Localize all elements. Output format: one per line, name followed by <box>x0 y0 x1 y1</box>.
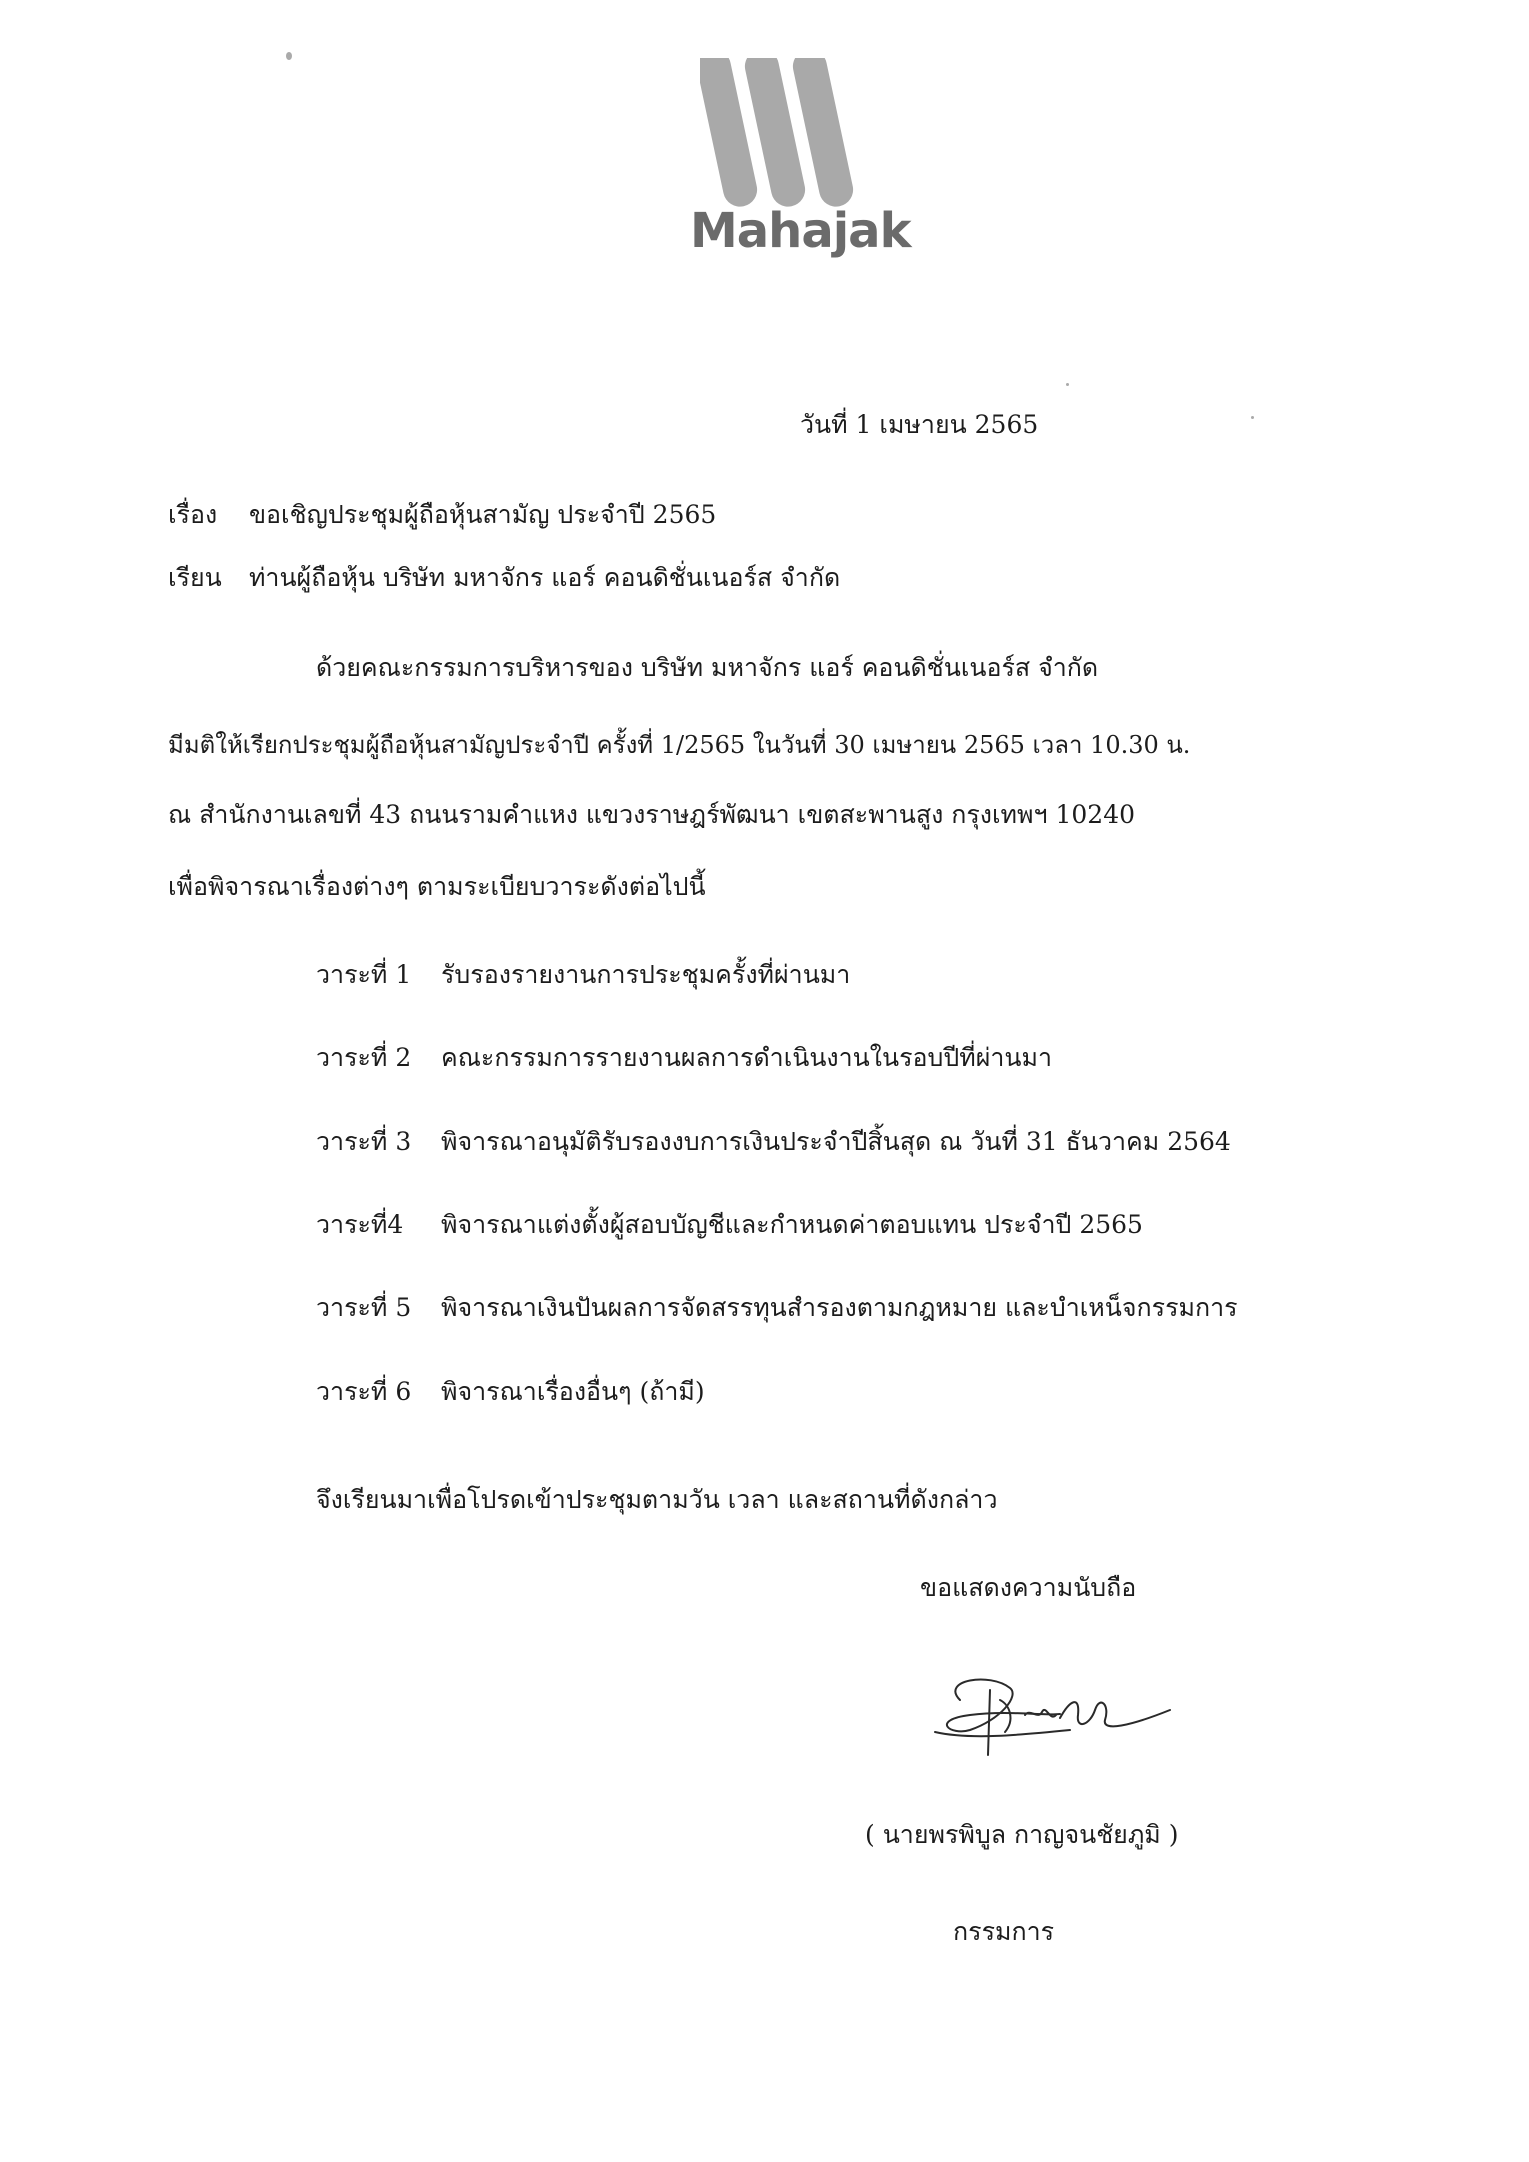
agenda-number: วาระที่4 <box>316 1210 404 1239</box>
agenda-item <box>316 1288 1238 1328</box>
agenda-number: วาระที่ 5 <box>316 1293 412 1322</box>
subject-text: ขอเชิญประชุมผู้ถือหุ้นสามัญ ประจำปี 2565 <box>248 500 717 529</box>
agenda-item <box>316 1038 1052 1078</box>
agenda-text: พิจารณาแต่งตั้งผู้สอบบัญชีและกำหนดค่าตอบแทน ประจำปี 2565 <box>441 1210 1143 1239</box>
agenda-text: พิจารณาเงินปันผลการจัดสรรทุนสำรองตามกฎหมาย และบำเหน็จกรรมการ <box>441 1293 1238 1322</box>
signer-position: กรรมการ <box>953 1917 1055 1946</box>
agenda-item <box>316 1372 705 1412</box>
closing-line: จึงเรียนมาเพื่อโปรดเข้าประชุมตามวัน เวลา และสถานที่ดังกล่าว <box>316 1485 998 1514</box>
recipient-label: เรียน <box>168 563 222 592</box>
body-line-1: ด้วยคณะกรรมการบริหารของ บริษัท มหาจักร แอร์ คอนดิชั่นเนอร์ส จำกัด <box>316 653 1099 682</box>
recipient-text: ท่านผู้ถือหุ้น บริษัท มหาจักร แอร์ คอนดิชั่นเนอร์ส จำกัด <box>248 563 841 592</box>
signer-name: ( นายพรพิบูล กาญจนชัยภูมิ ) <box>865 1820 1179 1849</box>
agenda-item <box>316 955 850 995</box>
agenda-number: วาระที่ 1 <box>316 960 412 989</box>
agenda-text: รับรองรายงานการประชุมครั้งที่ผ่านมา <box>441 960 851 989</box>
agenda-text: คณะกรรมการรายงานผลการดำเนินงานในรอบปีที่ผ่านมา <box>441 1043 1053 1072</box>
scan-speck <box>1066 383 1069 386</box>
agenda-number: วาระที่ 6 <box>316 1377 412 1406</box>
body-line-3: ณ สำนักงานเลขที่ 43 ถนนรามคำแหง แขวงราษฎร์พัฒนา เขตสะพานสูง กรุงเทพฯ 10240 <box>168 800 1136 829</box>
subject-label: เรื่อง <box>168 500 218 529</box>
letter-date: วันที่ 1 เมษายน 2565 <box>800 410 1039 439</box>
agenda-number: วาระที่ 3 <box>316 1127 412 1156</box>
scan-speck <box>286 52 292 60</box>
agenda-text: พิจารณาเรื่องอื่นๆ (ถ้ามี) <box>441 1377 705 1406</box>
recipient-line <box>168 558 840 598</box>
body-line-2: มีมติให้เรียกประชุมผู้ถือหุ้นสามัญประจำปี ครั้งที่ 1/2565 ในวันที่ 30 เมษายน 2565 เวลา 10.30 น. <box>168 731 1191 759</box>
scan-speck <box>1251 416 1254 419</box>
mahajak-stripes-logo-icon <box>700 58 880 208</box>
subject-line <box>168 495 716 535</box>
agenda-number: วาระที่ 2 <box>316 1043 412 1072</box>
company-logo <box>690 58 911 263</box>
logo-wordmark: Mahajak <box>690 203 911 259</box>
handwritten-signature-icon <box>930 1660 1180 1770</box>
agenda-text: พิจารณาอนุมัติรับรองงบการเงินประจำปีสิ้นสุด ณ วันที่ 31 ธันวาคม 2564 <box>441 1127 1231 1156</box>
agenda-item <box>316 1205 1143 1245</box>
agenda-item <box>316 1122 1231 1162</box>
regards-line: ขอแสดงความนับถือ <box>920 1573 1137 1602</box>
body-line-4: เพื่อพิจารณาเรื่องต่างๆ ตามระเบียบวาระดังต่อไปนี้ <box>168 872 706 901</box>
